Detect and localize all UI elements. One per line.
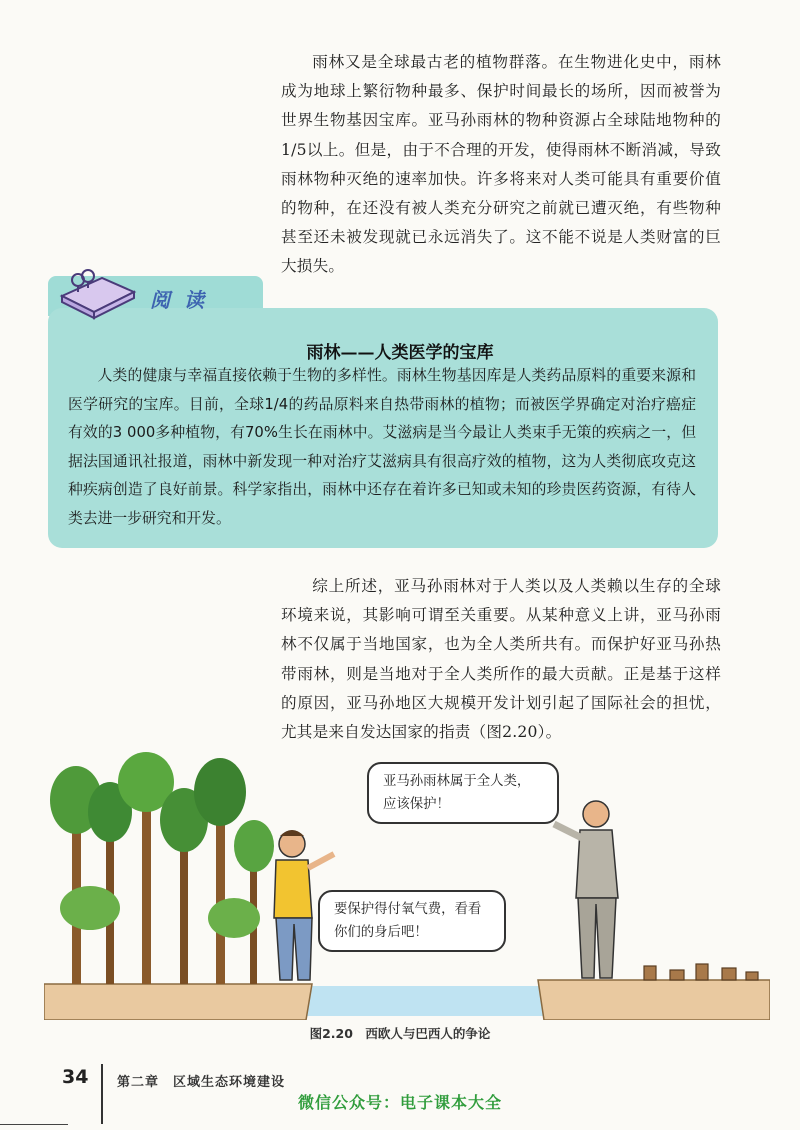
notebook-icon <box>56 266 138 322</box>
body-paragraph-1: 雨林又是全球最古老的植物群落。在生物进化史中，雨林成为地球上繁衍物种最多、保护时间最长的场所，因而被誉为世界生物基因宝库。亚马孙雨林的物种资源占全球陆地物种的1/5以上。但是，由于不合理的开发，使得雨林不断消减，导致雨林物种灭绝的速率加快。许多将来对人类可能具有重要价值的物种，在还没有被人类充分研究之前就已遭灭绝，有些物种甚至还未被发现就已永远消失了。这不能不说是人类财富的巨大损失。 <box>281 53 721 276</box>
figure-caption: 图2.20 西欧人与巴西人的争论 <box>309 1026 491 1041</box>
page-number: 34 <box>62 1066 89 1088</box>
speech-bubble-brazilian: 要保护得付氧气费，看看你们的身后吧！ <box>318 890 506 952</box>
reading-label: 阅读 <box>150 288 218 312</box>
body-paragraph-2: 综上所述，亚马孙雨林对于人类以及人类赖以生存的全球环境来说，其影响可谓至关重要。从某种意义上讲，亚马孙雨林不仅属于当地国家，也为全人类所共有。而保护好亚马孙热带雨林，则是当地对于全人类所作的最大贡献。正是基于这样的原因，亚马孙地区大规模开发计划引起了国际社会的担忧，尤其是来自发达国家的指责（图2.20）。 <box>281 577 721 742</box>
footer-rule <box>0 1124 68 1125</box>
watermark: 微信公众号：电子课本大全 <box>297 1093 502 1112</box>
reading-body: 人类的健康与幸福直接依赖于生物的多样性。雨林生物基因库是人类药品原料的重要来源和医学研究的宝库。目前，全球1/4的药品原料来自热带雨林的植物；而被医学界确定对治疗癌症有效的3 000多种植物，有70%生长在雨林中。艾滋病是当今最让人类束手无策的疾病之一，但据法国通讯社报道，雨林中新发现一种对治疗艾滋病具有很高疗效的植物，这为人类彻底攻克这种疾病创造了良好前景。科学家指出，雨林中还存在着许多已知或未知的珍贵医药资源，有待人类去进一步研究和开发。 <box>68 367 696 527</box>
reading-title: 雨林——人类医学的宝库 <box>306 343 494 363</box>
chapter-title: 第二章 区域生态环境建设 <box>117 1075 286 1090</box>
speech-bubble-european: 亚马孙雨林属于全人类，应该保护！ <box>367 762 559 824</box>
